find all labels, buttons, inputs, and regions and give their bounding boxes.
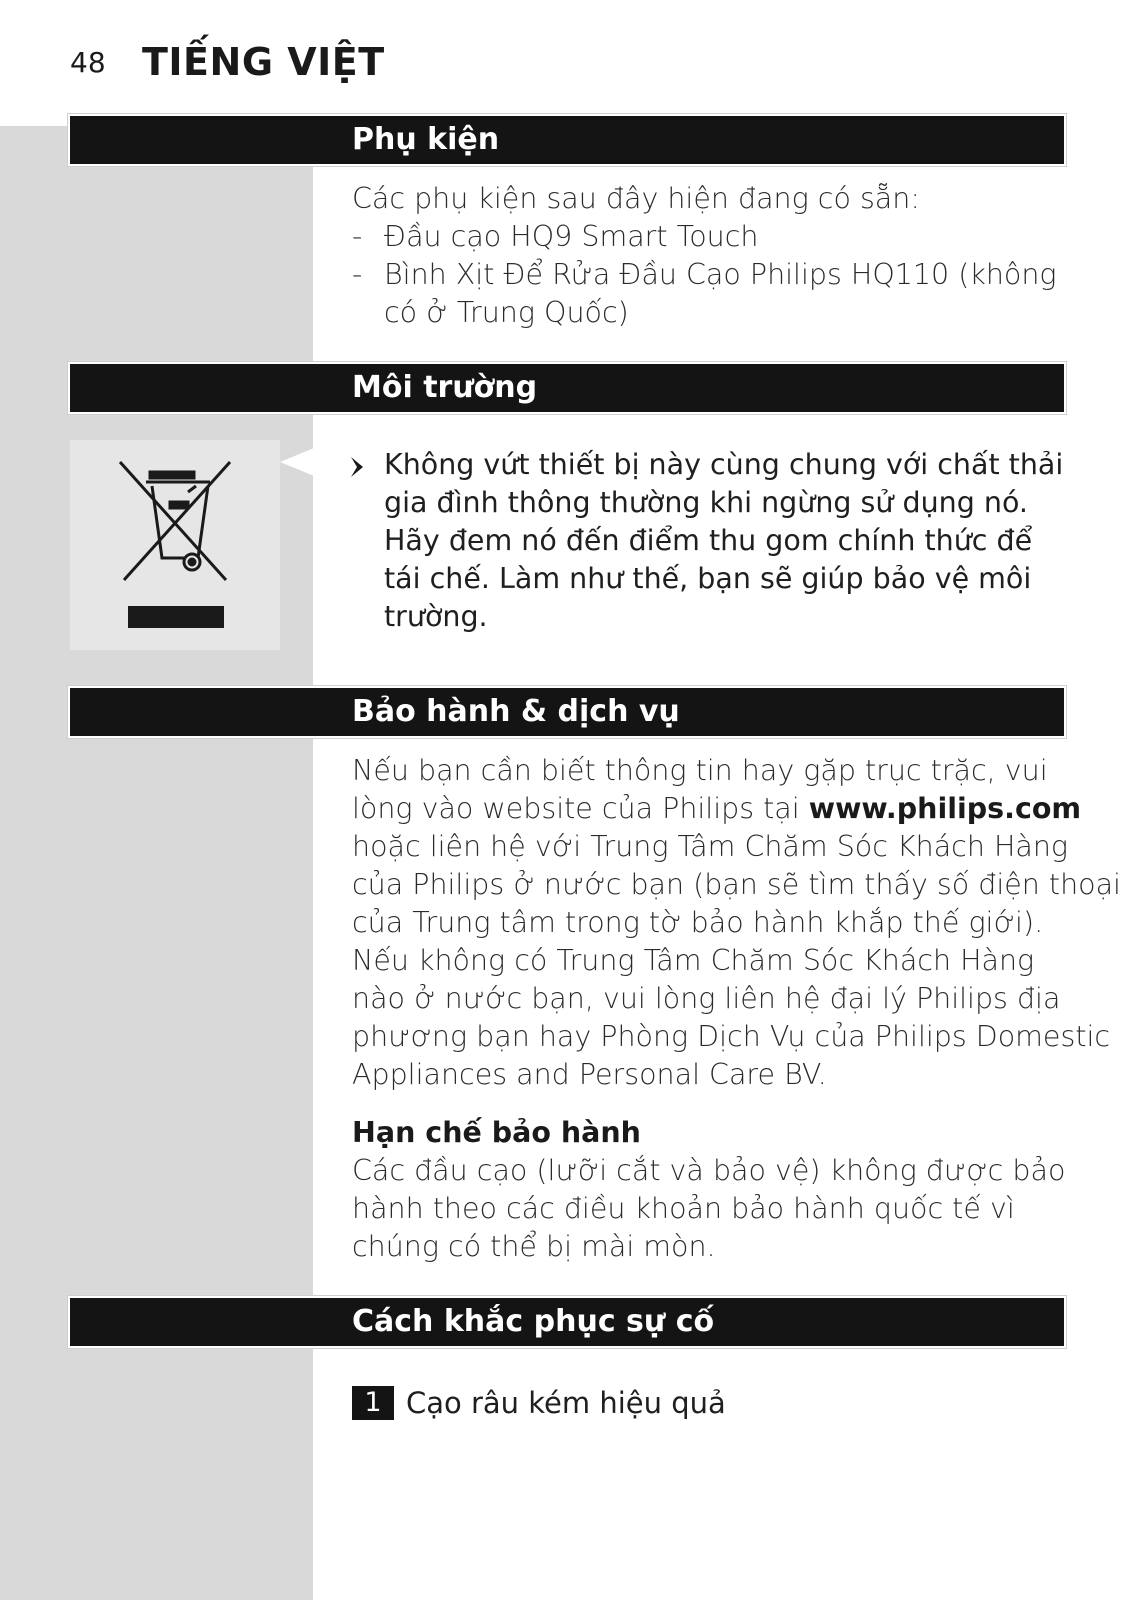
environment-body bbox=[350, 446, 1063, 636]
warranty-line bbox=[352, 790, 1121, 828]
warranty-line: nào ở nước bạn, vui lòng liên hệ đại lý Philips địa bbox=[352, 982, 1061, 1015]
accessory-item bbox=[352, 256, 1057, 294]
warranty-line: hoặc liên hệ với Trung Tâm Chăm Sóc Khách Hàng bbox=[352, 830, 1069, 863]
section-bar-warranty bbox=[70, 688, 1064, 736]
environment-line: Không vứt thiết bị này cùng chung với chất thải bbox=[384, 448, 1064, 481]
step-label: Cạo râu kém hiệu quả bbox=[406, 1386, 726, 1420]
step-number-badge: 1 bbox=[352, 1386, 394, 1420]
language-title: TIẾNG VIỆT bbox=[142, 40, 385, 84]
warranty-line-text: lòng vào website của Philips tại bbox=[352, 792, 809, 825]
accessories-body bbox=[352, 180, 1057, 332]
crossed-out-wheelie-bin-icon bbox=[70, 440, 280, 650]
accessories-intro: Các phụ kiện sau đây hiện đang có sẵn: bbox=[352, 182, 920, 215]
environment-line: tái chế. Làm như thế, bạn sẽ giúp bảo vệ môi bbox=[384, 562, 1032, 595]
section-title-warranty: Bảo hành & dịch vụ bbox=[352, 694, 680, 729]
accessory-item-continuation: có ở Trung Quốc) bbox=[384, 296, 629, 329]
warranty-line: Nếu bạn cần biết thông tin hay gặp trục trặc, vui bbox=[352, 754, 1048, 787]
dash: - bbox=[352, 220, 363, 253]
environment-line: Hãy đem nó đến điểm thu gom chính thức để bbox=[384, 524, 1033, 557]
accessory-item bbox=[352, 218, 1057, 256]
accessory-item-text: Bình Xịt Để Rửa Đầu Cạo Philips HQ110 (không bbox=[384, 258, 1057, 291]
warranty-line: của Philips ở nước bạn (bạn sẽ tìm thấy số điện thoại bbox=[352, 868, 1121, 901]
section-bar-accessories bbox=[70, 116, 1064, 164]
accessory-item-text: Đầu cạo HQ9 Smart Touch bbox=[384, 220, 759, 253]
environment-line: trường. bbox=[384, 600, 488, 633]
warranty-line: Nếu không có Trung Tâm Chăm Sóc Khách Hàng bbox=[352, 944, 1035, 977]
bullet-arrow-icon bbox=[350, 456, 364, 478]
philips-website-link[interactable]: www.philips.com bbox=[808, 792, 1082, 825]
recycling-icon-panel bbox=[70, 440, 280, 650]
warranty-line: Appliances and Personal Care BV. bbox=[352, 1058, 827, 1091]
callout-pointer bbox=[280, 448, 314, 476]
warranty-restriction-line: hành theo các điều khoản bảo hành quốc tế vì bbox=[352, 1192, 1015, 1225]
section-bar-environment bbox=[70, 364, 1064, 412]
section-title-accessories: Phụ kiện bbox=[352, 122, 500, 157]
troubleshooting-step bbox=[352, 1384, 726, 1420]
environment-line: gia đình thông thường khi ngừng sử dụng nó. bbox=[384, 486, 1028, 519]
section-bar-troubleshooting bbox=[70, 1298, 1064, 1346]
warranty-restrictions-heading: Hạn chế bảo hành bbox=[352, 1116, 641, 1149]
warranty-line: phương bạn hay Phòng Dịch Vụ của Philips Domestic bbox=[352, 1020, 1111, 1053]
warranty-body bbox=[352, 752, 1121, 1266]
section-title-troubleshooting: Cách khắc phục sự cố bbox=[352, 1304, 715, 1339]
warranty-restriction-line: chúng có thể bị mài mòn. bbox=[352, 1230, 716, 1263]
dash: - bbox=[352, 258, 363, 291]
warranty-restriction-line: Các đầu cạo (lưỡi cắt và bảo vệ) không được bảo bbox=[352, 1154, 1066, 1187]
gray-margin-column bbox=[0, 126, 313, 1600]
warranty-line: của Trung tâm trong tờ bảo hành khắp thế giới). bbox=[352, 906, 1044, 939]
page-number: 48 bbox=[70, 46, 106, 79]
section-title-environment: Môi trường bbox=[352, 370, 538, 405]
